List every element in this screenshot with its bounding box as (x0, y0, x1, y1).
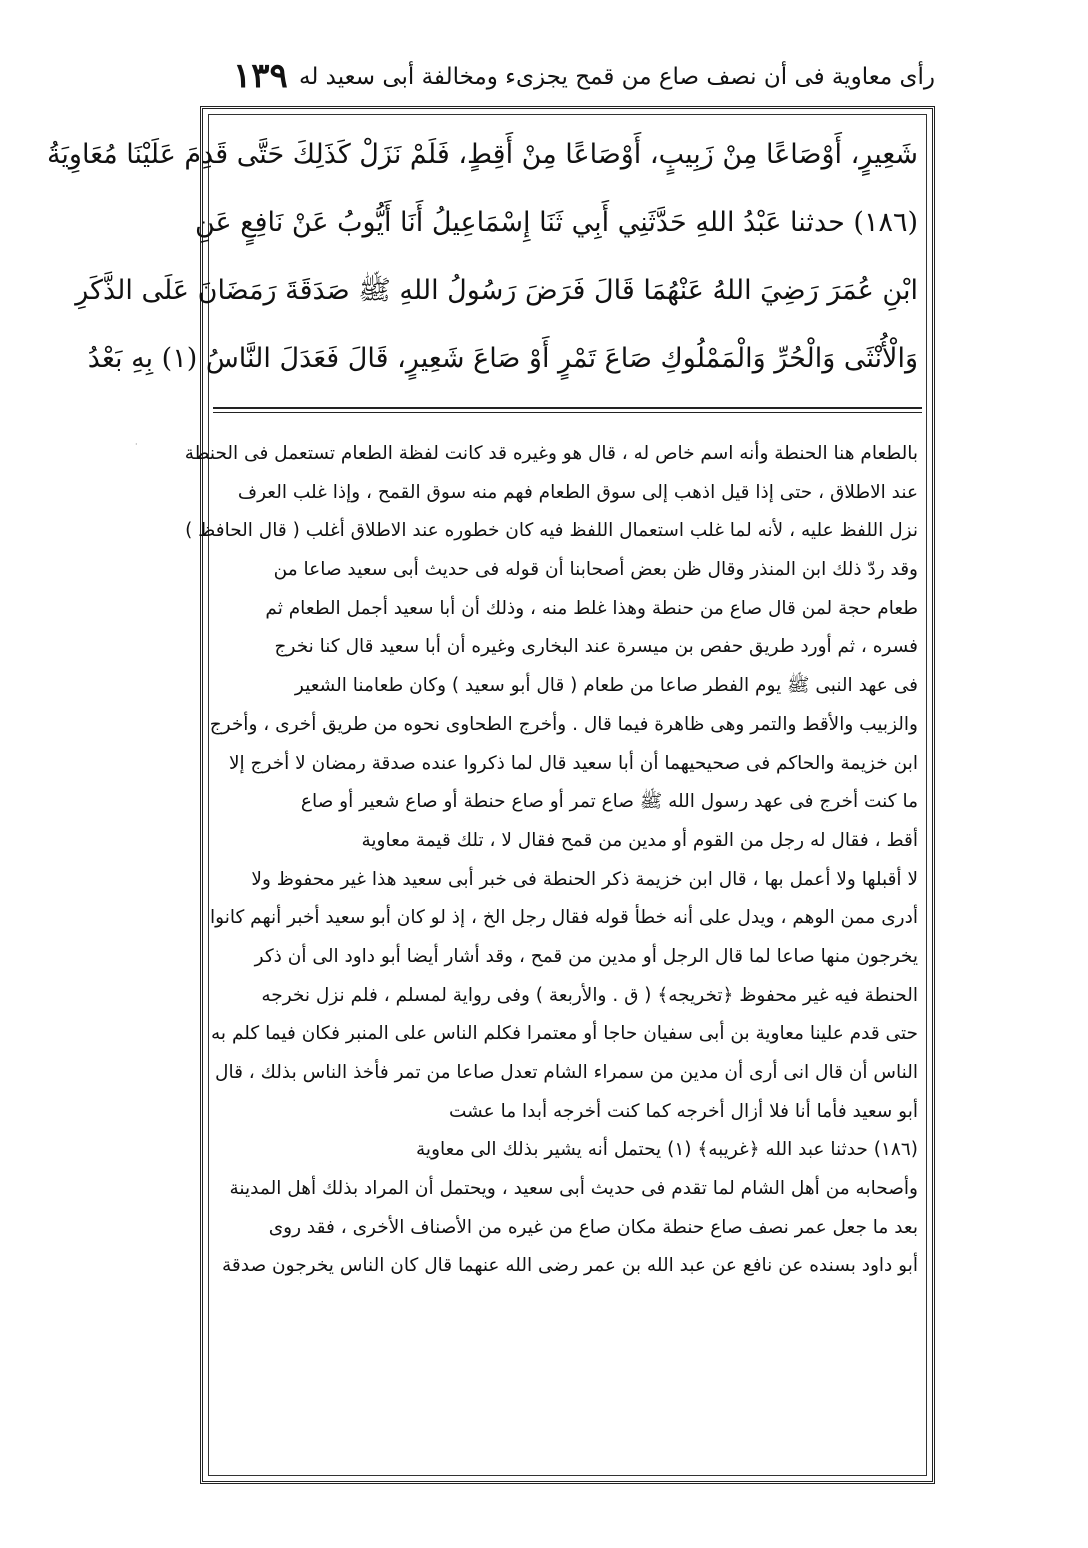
commentary-line: طعام حجة لمن قال صاع من حنطة وهذا غلط منه ، وذلك أن أبا سعيد أجمل الطعام ثم (265, 597, 918, 619)
running-header (215, 56, 935, 100)
commentary-line: حتى قدم علينا معاوية بن أبى سفيان حاجا أو معتمرا فكلم الناس على المنبر فكان فيما كلم به (211, 1023, 918, 1045)
commentary-line: بالطعام هنا الحنطة وأنه اسم خاص له ، قال هو وغيره قد كانت لفظة الطعام تستعمل فى الحنطة (184, 443, 918, 464)
commentary-line: ابن خزيمة والحاكم فى صحيحيهما أن أبا سعيد قال لما ذكروا عنده صدقة رمضان لا أخرج إلا (228, 752, 918, 774)
commentary-line: أبو سعيد فأما أنا فلا أزال أخرجه كما كنت أخرجه أبدا ما عشت (449, 1100, 918, 1122)
commentary-line: أدرى ممن الوهم ، ويدل على أنه خطأ قوله فقال رجل الخ ، إذ لو كان أبو سعيد أخبر أنهم كانوا (210, 907, 918, 929)
commentary-text (184, 435, 918, 1286)
margin-speck: · (135, 440, 138, 449)
commentary-line: الناس أن قال انى أرى أن مدين من سمراء الشام تعدل صاعا من تمر فأخذ الناس بذلك ، قال (215, 1062, 918, 1083)
commentary-line: نزل اللفظ عليه ، لأنه لما غلب استعمال اللفظ فيه كان خطوره عند الاطلاق أغلب ( قال الحافظ ) (185, 520, 918, 542)
commentary-line: فى عهد النبى ﷺ يوم الفطر صاعا من طعام ( قال أبو سعيد ) وكان طعامنا الشعير (294, 675, 918, 697)
text-frame (46, 106, 935, 1484)
commentary-line: عند الاطلاق ، حتى إذا قيل اذهب إلى سوق الطعام فهم منه سوق القمح ، وإذا غلب العرف (237, 481, 918, 503)
header-title: رأى معاوية فى أن نصف صاع من قمح يجزىء ومخالفة أبى سعيد له (298, 64, 935, 90)
commentary-line: ما كنت أخرج فى عهد رسول الله ﷺ صاع تمر أو صاع حنطة أو صاع شعير أو صاع (300, 791, 918, 813)
commentary-line: أبو داود بسنده عن نافع عن عبد الله بن عمر رضى الله عنهما قال كان الناس يخرجون صدقة (222, 1255, 918, 1277)
commentary-line: وقد ردّ ذلك ابن المنذر وقال ظن بعض أصحابنا أن قوله فى حديث أبى سعيد صاعا من (273, 559, 918, 581)
hadith-line: ابْنِ عُمَرَ رَضِيَ اللهُ عَنْهُمَا قَالَ فَرَضَ رَسُولُ اللهِ ﷺ صَدَقَةَ رَمَضَانَ عَلَى الذَّكَرِ (75, 275, 918, 306)
hadith-line: وَالْأُنْثَى وَالْحُرِّ وَالْمَمْلُوكِ صَاعَ تَمْرٍ أَوْ صَاعَ شَعِيرٍ، قَالَ فَعَدَلَ النَّاسُ (١) بِهِ بَعْدُ (87, 343, 918, 374)
hadith-text (46, 121, 918, 393)
section-divider-thin (213, 412, 922, 413)
commentary-line: والزبيب والأقط والتمر وهى ظاهرة فيما قال . وأخرج الطحاوى نحوه من طريق أخرى ، وأخرج (209, 713, 918, 735)
commentary-line: بعد ما جعل عمر نصف صاع حنطة مكان صاع من غيره من الأصناف الأخرى ، فقد روى (268, 1216, 918, 1238)
commentary-line: أقط ، فقال له رجل من القوم أو مدين من قمح فقال لا ، تلك قيمة معاوية (361, 829, 918, 851)
hadith-line: شَعِيرٍ، أَوْصَاعًا مِنْ زَبِيبٍ، أَوْصَاعًا مِنْ أَقِطٍ، فَلَمْ نَزَلْ كَذَلِكَ حَتَّى قَدِمَ عَلَيْنَا مُعَاوِيَةُ (46, 139, 918, 170)
commentary-line: فسره ، ثم أورد طريق حفص بن ميسرة عند البخارى وغيره أن أبا سعيد قال كنا نخرج (274, 636, 918, 658)
section-divider (213, 407, 922, 409)
commentary-line: الحنطة فيه غير محفوظ ﴿تخريجه﴾ ( ق . والأربعة ) وفى رواية لمسلم ، فلم نزل نخرجه (261, 984, 918, 1006)
commentary-line: لا أقبلها ولا أعمل بها ، قال ابن خزيمة ذكر الحنطة فى خبر أبى سعيد هذا غير محفوظ ولا (251, 868, 918, 890)
page-number: ١٣٩ (233, 56, 288, 96)
commentary-line: وأصحابه من أهل الشام لما تقدم فى حديث أبى سعيد ، ويحتمل أن المراد بذلك أهل المدينة (229, 1178, 918, 1200)
commentary-line: يخرجون منها صاعا لما قال الرجل أو مدين من قمح ، وقد أشار أيضا أبو داود الى أن ذكر (254, 945, 918, 967)
commentary-line: (١٨٦) حدثنا عبد الله ﴿غريبه﴾ (١) يحتمل أنه يشير بذلك الى معاوية (416, 1139, 918, 1161)
hadith-line: (١٨٦) حدثنا عَبْدُ اللهِ حَدَّثَنِي أَبِي ثَنَا إِسْمَاعِيلُ أَنَا أَيُّوبُ عَنْ نَافِعٍ عَنِ (195, 207, 918, 238)
